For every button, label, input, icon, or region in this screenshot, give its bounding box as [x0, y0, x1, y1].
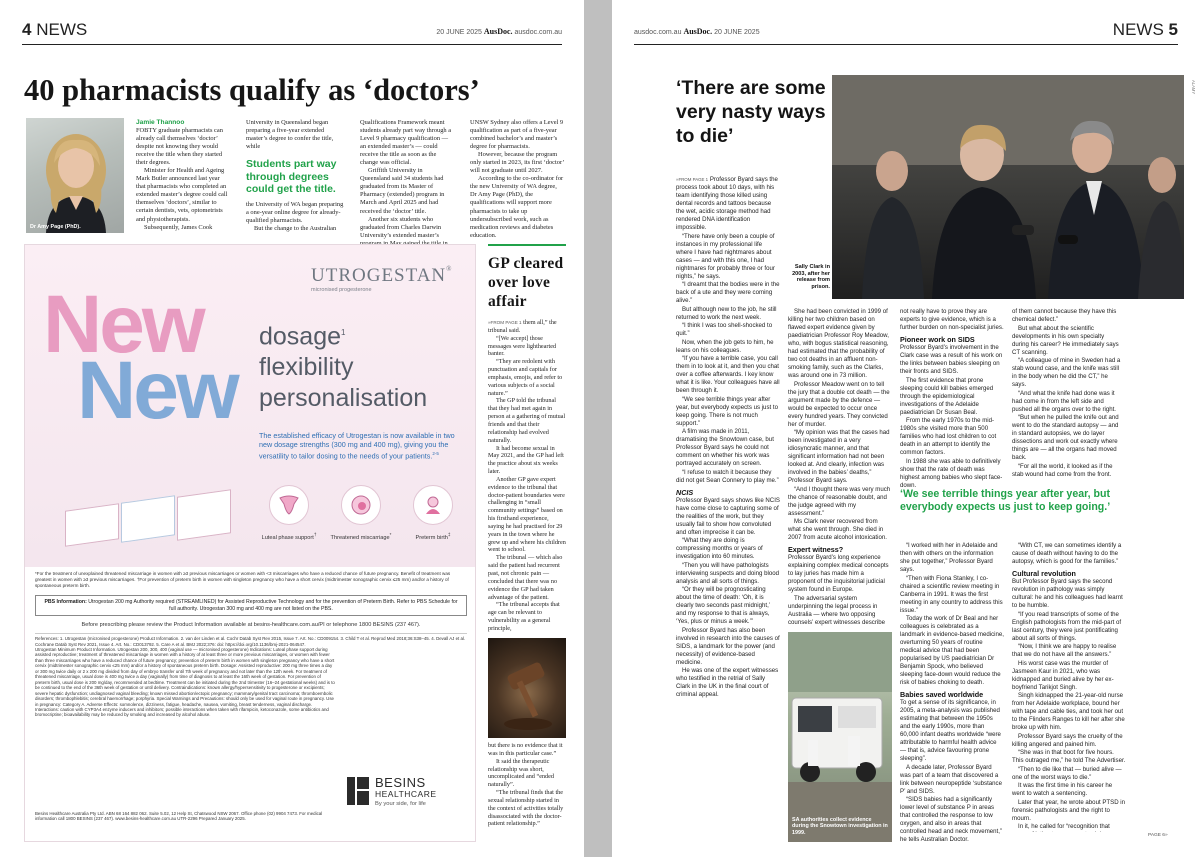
paragraph: “I worked with her in Adelaide and then with others on the information she put together,” Professor Byard says. — [900, 542, 998, 573]
paragraph: A film was made in 2011, dramatising the Snowtown case, but Professor Byard says he could not comment on whether his work was portrayed accurately on screen. — [676, 428, 774, 467]
paragraph: Professor Byard says shows like NCIS have come close to capturing some of the realities of the work, but they usually fail to show how convoluted and often imprecise it can be. — [676, 496, 780, 536]
right-col2 — [788, 308, 892, 626]
gp-body-top — [488, 319, 566, 633]
paragraph: “Then you will have pathologists interviewing suspects and doing blood analysis and all sorts of things. — [676, 561, 779, 585]
left-article-col2 — [246, 119, 344, 233]
besins-name-2: HEALTHCARE — [375, 788, 437, 799]
paragraph: Minister for Health and Ageing Mark Butler announced last year that pharmacists who completed an extended master’s degree could call themselves ‘doctors’, similar to certain dentists, vets, optometrists and physiotherapists. — [136, 167, 228, 223]
pack-200 — [65, 503, 119, 547]
icon-label-text: Luteal phase support — [261, 534, 314, 541]
paragraph: However, because the program only started in 2023, its first ‘doctor’ will not graduate until 2027. — [470, 151, 565, 175]
paragraph: The adversarial system underpinning the legal process in Australia — where two opposing counsels’ expert witnesses describe — [788, 594, 885, 626]
left-page-number: 4 — [22, 20, 32, 39]
pull-quote: Students part way through degrees could get the title. — [246, 158, 337, 196]
right-section-label: NEWS — [1112, 20, 1164, 39]
paragraph: the University of WA began preparing a one-year online degree for already-qualified pharmacists. — [246, 200, 344, 224]
left-site[interactable]: ausdoc.com.au — [514, 29, 562, 36]
baby-glyph — [420, 492, 446, 518]
paragraph: Professor Byard’s long experience explaining complex medical concepts to lay juries has made him a proponent of the inquisitorial judicial system found in Europe. — [788, 554, 889, 593]
right-col4 — [1012, 308, 1122, 476]
expert-witness-subhead: Expert witness? — [788, 545, 844, 554]
byline: Jamie Thannoo — [136, 119, 185, 126]
pbs-text: Utrogestan 200 mg Authority required (STREAMLINED) for Assisted Reproductive Technology and for the prevention of Preterm Birth. Refer to PBS Schedule for full authority. Utrogestan 300 mg and 400 mg are not listed on the PBS. — [88, 599, 458, 612]
right-from-page: »FROM PAGE 1 — [676, 177, 709, 182]
van-scene-illustration — [788, 632, 892, 842]
uterus-glyph — [276, 492, 302, 518]
ad-sponsor-info: Besins Healthcare Australia Pty Ltd. ABN 68 164 882 062. Suite 5.02, 12 Help St, Chatswood NSW 2067. Office phone (02) 9904 7473. For medical information call 1800 BESINS (237 467). www.besins-healthcare.com.au UTR-2296 Prepared January 2025. — [35, 811, 323, 822]
paragraph: “I think I was too shell-shocked to quit.” — [676, 322, 773, 337]
besins-name: BESINS — [375, 774, 426, 790]
crowd-illustration — [832, 75, 1184, 299]
paragraph: “And what the knife had done was it had come in from the left side and pushed all the organs over to the right. — [1012, 389, 1116, 413]
right-page-marker — [1113, 20, 1178, 40]
ad-tag1-text: dosage — [259, 322, 342, 351]
paragraph: It said the therapeutic relationship was short, uncomplicated and “ended naturally”. — [488, 757, 554, 789]
right-col4-lower — [1012, 542, 1126, 832]
right-headline: ‘There are some very nasty ways to die’ — [676, 77, 826, 147]
paragraph: “If you have a terrible case, you call them in to look at it, and then you chat over a coffee afterwards. I key know what it is like. Your colleagues have all been through it. — [676, 355, 780, 394]
gavel-icon — [488, 638, 566, 738]
paragraph: “Or they will be prognosticating about the time of death: ‘Oh, it is clearly two seconds past midnight,’ and my response to that is always, ‘Yes, plus or minus a week.’” — [676, 586, 770, 625]
paragraph: “Then with Fiona Stanley, I co-chaired a scientific review meeting in Canberra in 1991. It was the first meeting in any country to address this issue.” — [900, 574, 1003, 614]
ad-taglines — [259, 317, 427, 414]
luteal-phase-icon — [269, 485, 309, 525]
photo-credit: ALAMY — [1191, 80, 1196, 95]
paragraph: But Professor Byard says the second revolution in pathology was simply cultural: he and his colleagues had learnt to be humble. — [1012, 578, 1123, 609]
paragraph: To get a sense of its significance, in 2005, a meta-analysis was published estimating that between the 1950s and the early 1990s, more than 60,000 infant deaths worldwide “were attributable to harmful health advice — that is, advice favouring prone sleeping”. — [900, 699, 1001, 762]
ncis-subhead: NCIS — [676, 487, 694, 497]
ad-brand-reg: ® — [446, 265, 453, 273]
left-article-col1 — [136, 119, 228, 232]
paragraph: “They are redolent with punctuation and capitals for emphasis, emojis, and refer to various subjects of a social nature.” — [488, 358, 563, 397]
left-page — [0, 0, 584, 857]
paragraph: In it, he called for “recognition that — [1018, 823, 1110, 830]
left-headline: 40 pharmacists qualify as ‘doctors’ — [24, 73, 480, 107]
left-section-label: NEWS — [36, 20, 88, 39]
ad-brand-sub: micronised progesterone — [311, 287, 372, 293]
paragraph: them all,” the tribunal said. — [488, 319, 557, 334]
right-header-rule — [634, 44, 1178, 45]
snowtown-photo — [788, 632, 892, 842]
ad-tag-personalisation: personalisation — [259, 384, 428, 413]
ad-new-word-2: New — [77, 345, 237, 436]
paragraph: But the change to the Australian — [254, 224, 337, 232]
utrogestan-ad[interactable] — [24, 244, 476, 842]
paragraph: The tribunal — which also said the patient had recurrent past, not chronic pain — concluded that there was no evidence the GP had taken advantage of the patient. — [488, 554, 563, 601]
icon-label-sup: ‡ — [447, 532, 451, 537]
paragraph: “Then to die like that — buried alive — one of the worst ways to die.” — [1012, 765, 1122, 781]
paragraph: “She was in that boot for five hours. This outraged me,” he told The Advertiser. — [1012, 749, 1126, 764]
paragraph: not really have to prove they are experts to give evidence, which is a further burden on non-specialist juries. — [900, 308, 1004, 331]
ad-desc-text: The established efficacy of Utrogestan is now available in two new dosage strengths (300 mg and 400 mg), giving you the versatility to tailor dosing to the needs of your patients. — [259, 431, 455, 461]
paragraph: “[We accept] those messages were lighthearted banter. — [488, 334, 557, 358]
paragraph: Professor Byard says the process took about 10 days, with his team identifying those killed using dental records and tattoos because the wet, acidic storage method had rendered DNA identification impossible. — [676, 176, 778, 231]
paragraph: His worst case was the murder of Jasmeen Kaur in 2021, who was kidnapped and buried alive by her ex-boyfriend Tarikjot Singh. — [1012, 659, 1114, 691]
paragraph: It had become sexual in May 2021, and the GP had left the practice about six weeks later. — [488, 444, 564, 476]
paragraph: Qualifications Framework meant students already part way through a Level 9 pharmacy qualification — an extended master’s — could receive the title as soon as the change was official. — [360, 119, 452, 167]
right-page — [612, 0, 1200, 857]
left-page-marker — [22, 20, 87, 40]
babies-saved-subhead: Babies saved worldwide — [900, 690, 984, 699]
paragraph: “If you read transcripts of some of the English pathologists from the mid-part of last century, they were just pontificating about all sorts of things. — [1012, 610, 1122, 642]
paragraph: Professor Byard’s involvement in the Clark case was a result of his work on the links between babies sleeping on their fronts and SIDS. — [900, 344, 1003, 375]
paragraph: The GP told the tribunal that they had met again in person at a gathering of mutual friends and that their relationship had evolved naturally. — [488, 397, 566, 444]
paragraph: From the early 1970s to the mid-1980s she visited more than 500 families who had lost children to cot death in an attempt to identify the common factors. — [900, 417, 997, 456]
paragraph: “We see terrible things year after year, but everybody expects us just to keep going. There is not much support.” — [676, 395, 778, 427]
besins-tagline: By your side, for life — [375, 800, 426, 807]
right-col3-lower — [900, 542, 1004, 842]
sally-clark-caption: Sally Clark in 2003, after her release from prison. — [792, 264, 830, 290]
gp-body-bottom — [488, 742, 566, 828]
ad-tag-flexibility: flexibility — [259, 353, 354, 382]
left-header-meta — [436, 27, 562, 36]
paragraph: UNSW Sydney also offers a Level 9 qualification as part of a five-year combined bachelor’s and master’s degree for pharmacists. — [470, 119, 564, 151]
ad-brand-text: UTROGESTAN — [311, 265, 447, 286]
paragraph: Professor Byard has also been involved in research into the causes of SIDS, a landmark for the power (and necessity) of evidence-based medicine. — [676, 626, 780, 666]
paragraph: “I dreamt that the bodies were in the back of a ute and they were coming alive.” — [676, 281, 780, 304]
ad-new-word-1: New — [43, 279, 203, 370]
paragraph: In 1988 she was able to definitively show that the rate of death was highest among babies who slept face-down. — [900, 457, 1003, 489]
ad-min-product-info: Utrogestan Minimum Product Information. Utrogestan 200, 300, 400 (vaginal use — micronised progesterone) Indications: Luteal phase support during assisted reproductive; treatment of threatened miscarriage in women with a history of at least three or more previous miscarriages, or women with fewer than three miscarriages who have a reduced chance of future pregnancy; prevention of preterm birth in women with singleton pregnancy who have a short cervix (midtrimester sonographic cervix ≤25 mm) and/or a history of spontaneous preterm birth. Dosage: Assisted reproductive: 200 mg three times a day or 300 mg twice daily or 2 x 200 mg divided from day of embryo transfer until 7th week of pregnancy and not later than the 12th week. For treatment of threatened miscarriage, usual dose is 400 mg twice a day (vaginally) from time of diagnosis to at least the 16th week of gestation. For prevention of preterm birth, usual dose is 200 mg/day, recommended at bedtime. Treatment can be initiated during the 2nd trimester (16–24 gestational weeks) and is to be continued to the end of the 36th week of gestation or until delivery. Contraindications: known allergy/hypersensitivity to progesterone or excipients; severe hepatic dysfunction; undiagnosed vaginal bleeding; known missed abortion/ectopic pregnancy; mammary/genital tract carcinoma; thromboembolic disorders; thrombophlebitis; cerebral haemorrhage; porphyria. Special Warnings and Precautions: should only be used for vaginal route in pregnancy. Use in pregnancy: Category A. Adverse Effects: somnolence, dizziness, fatigue, headache, nausea, vomiting, breast tenderness, vaginal discharge. Interactions: caution with CYP3A4 enzyme inducers and inhibitors; possible interactions when taken with rifampicin, ketoconazole, some antibiotics and bromocriptine; bioavailability may be reduced by smoking and increased by alcohol abuse. — [35, 647, 335, 718]
left-article-col4 — [470, 119, 564, 240]
ad-references: References: 1. Utrogestan (micronised progesterone) Product Information. 2. van der Linden et al. Cochr Datab Syst Rev 2015, Issue 7. Art. No.: CD009154. 3. Child T et al. Reprod Med 2018;36:S38–45. 4. Devall AJ et al. Cochrane Datab Syst Rev 2021, Issue 4. Art. No.: CD013792. 5. Care A et al. BMJ 2022;376: doi: https://doi.org/10.1136/bmj-2021-064547. — [35, 633, 467, 647]
icon-label-sup: † — [313, 532, 317, 537]
amy-page-photo — [26, 118, 124, 233]
pack-400 — [177, 489, 231, 541]
amy-page-caption: Dr Amy Page (PhD). — [30, 223, 81, 230]
paragraph: “But when he pulled the knife out and went to do the standard autopsy — and in standard autopsies, we do layer dissections and work out exactly where things are — all the organs had moved back. — [1012, 414, 1119, 461]
paragraph: Professor Meadow went on to tell the jury that a double cot death — the argument made by the defence — would be expected to occur once every hundred years. They convicted her of murder. — [788, 380, 890, 428]
left-header-rule — [22, 44, 562, 45]
paragraph: of them cannot because they have this chemical defect.” — [1012, 308, 1117, 323]
icon-label-sup: * — [389, 532, 392, 537]
paragraph: She had been convicted in 1999 of killing her two children based on flawed expert evidence given by paediatrician Professor Roy Meadow, who, with bogus statistical reasoning, had estimated that the probability of two cot deaths in an affluent non-smoking family, such as the Clarks, was around one in 73 million. — [788, 308, 889, 379]
pbs-title: PBS Information: — [44, 599, 87, 605]
ad-tag-dosage — [259, 317, 427, 352]
paragraph: “Now, I think we are happy to realise that we do not have all the answers.” — [1012, 643, 1117, 658]
right-col3 — [900, 308, 1004, 496]
left-article-col3 — [360, 119, 454, 256]
right-masthead: AusDoc. — [683, 27, 713, 36]
sids-subhead: Pioneer work on SIDS — [900, 335, 975, 344]
icon-label-text: Preterm birth — [415, 534, 448, 541]
paragraph: FOBTY graduate pharmacists can already call themselves ‘doctor’ despite not knowing they would receive the title when they started their degrees. — [136, 127, 223, 167]
icon-label-luteal — [259, 531, 319, 542]
pregnancy-glyph — [348, 492, 374, 518]
gp-green-rule — [488, 244, 566, 246]
pack-300 — [121, 495, 175, 543]
left-masthead: AusDoc. — [483, 27, 513, 36]
preterm-birth-icon — [413, 485, 453, 525]
paragraph: “The tribunal finds that the sexual relationship started in the context of activities totally disassociated with the doctor-patient relationship.” — [488, 789, 564, 828]
ad-icon-row — [259, 485, 467, 563]
paragraph: “And I thought there was very much the chance of reasonable doubt, and the judge agreed with my assessment.” — [788, 485, 891, 517]
ad-tag1-sup: 1 — [341, 328, 346, 337]
paragraph: But what about the scientific developments in his own specialty during his career? He immediately says CT scanning. — [1012, 324, 1119, 356]
paragraph: “There have only been a couple of instances in my professional life where I have had nightmares about cases — and with this one, I had nightmares for probably three or four nights,” he says. — [676, 232, 775, 280]
paragraph: “With CT, we can sometimes identify a cause of death without having to do the autopsy, which is good for the families.” — [1012, 542, 1122, 565]
paragraph: “What they are doing is compressing months or years of investigation into 60 minutes. — [676, 537, 763, 560]
gp-headline: GP cleared over love affair — [488, 255, 564, 310]
sally-clark-photo — [832, 75, 1184, 299]
right-page-number: 5 — [1168, 20, 1178, 39]
paragraph: But although new to the job, he still returned to work the next week. — [676, 305, 777, 321]
paragraph: but there is no evidence that it was in this particular case.” — [488, 742, 563, 757]
portrait-illustration — [26, 118, 124, 233]
paragraph: Another six students who graduated from Charles Darwin University’s extended master’s — [360, 215, 442, 239]
continued-page-link[interactable]: PAGE 6» — [1148, 833, 1168, 838]
gavel-photo — [488, 638, 566, 738]
paragraph: Now, when the job gets to him, he leans on his colleagues. — [676, 338, 774, 354]
paragraph: The first evidence that prone sleeping could kill babies emerged through the epidemiological investigations of the Adelaide paediatrician Dr Susan Beal. — [900, 376, 994, 416]
paragraph: “For all the world, it looked as if the stab wound had come from the front. — [1012, 462, 1113, 476]
cultural-revolution-subhead: Cultural revolution — [1012, 569, 1076, 578]
miscarriage-icon — [341, 485, 381, 525]
snowtown-caption: SA authorities collect evidence during the Snowtown investigation in 1999. — [792, 816, 888, 836]
pbs-box — [35, 595, 467, 616]
paragraph: A decade later, Professor Byard was part of a team that discovered a link between neuropeptide ‘substance P’ and SIDS. — [900, 763, 1002, 795]
gp-article — [488, 244, 566, 633]
paragraph: He was one of the expert witnesses who testified in the retrial of Sally Clark in the UK in the final court of criminal appeal. — [676, 667, 779, 698]
ad-footnote: *For the treatment of unexplained threatened miscarriage in women with ≥3 previous miscarriages or women with <3 miscarriages who have a reduced chance of future pregnancy. Benefit of treatment was greatest in women with ≥3 previous miscarriages. †For prevention of preterm birth in women with singleton pregnancy who have a short cervix (midtrimester sonographic cervix ≤25 mm) and/or a history of spontaneous preterm birth. — [35, 571, 451, 588]
right-header-meta — [634, 27, 760, 36]
besins-mark-icon — [347, 777, 369, 805]
paragraph: Ms Clark never recovered from what she went through. She died in 2007 from acute alcohol intoxication. — [788, 518, 887, 541]
paragraph: “A colleague of mine in Sweden had a stab wound case, and the knife was still in the body when he did the CT,” he says. — [1012, 357, 1121, 388]
paragraph: Later that year, he wrote about PTSD in forensic pathologists and the right to mourn. — [1012, 798, 1126, 822]
gp-from-page: »FROM PAGE 1 — [488, 320, 522, 325]
right-header — [612, 20, 1200, 44]
paragraph: Singh kidnapped the 21-year-old nurse from her Adelaide workplace, bound her with tape and cable ties, and took her out to the Flinders Ranges to kill her after she broke up with him. — [1012, 692, 1125, 731]
paragraph: Today the work of Dr Beal and her colleagues is celebrated as a landmark in evidence-based medicine, overturning 50 years of routine medical advice that had been popularised by US paediatrician Dr Benjamin Spock, who believed sleeping face-down would reduce the risk of babies choking to death. — [900, 615, 1004, 686]
paragraph: Griffith University in Queensland said 34 students had graduated from its Master of Pharmacy (extended) program in March and April 2025 and had received the ‘doctor’ title. — [360, 167, 445, 215]
ad-desc-sup: 2-5 — [432, 451, 439, 456]
left-header — [0, 20, 584, 44]
paragraph: University in Queensland began preparing a five-year extended master’s degree to confer the title, while — [246, 119, 334, 151]
paragraph: Professor Byard says the cruelty of the killing angered and pained him. — [1012, 732, 1123, 748]
right-date: 20 JUNE 2025 — [714, 29, 760, 36]
ad-brand — [311, 265, 452, 287]
icon-label-miscarriage — [325, 531, 397, 542]
icon-label-text: Threatened miscarriage — [330, 534, 390, 541]
besins-logo — [347, 759, 467, 823]
paragraph: “SIDS babies had a significantly lower level of substance P in areas that controlled the response to low oxygen, and also in areas that controlled head and neck movement,” he tells Australian Doctor. — [900, 796, 1002, 842]
ad-desc — [259, 431, 459, 460]
right-col1 — [676, 176, 780, 842]
right-site[interactable]: ausdoc.com.au — [634, 29, 682, 36]
ad-prescribe-note: Before prescribing please review the Product Information available at besins-healthcare.com.au/PI or telephone 1800 BESINS (237 467). — [81, 622, 421, 628]
left-date: 20 JUNE 2025 — [436, 29, 482, 36]
product-packs — [65, 493, 235, 549]
paragraph: Subsequently, James Cook — [144, 223, 213, 231]
paragraph: It was the first time in his career he went to watch a sentencing. — [1012, 782, 1113, 797]
paragraph: Another GP gave expert evidence to the tribunal that doctor-patient boundaries were challenging in “small community settings” based on his firsthand experience, saying he had practised for 29 years in the town where he grew up and where his children went to school. — [488, 475, 566, 554]
paragraph: “The tribunal accepts that age can be relevant to vulnerability as a general principle, — [488, 601, 560, 632]
paragraph: “I refuse to watch it because they did not get Sean Connery to play me.” — [676, 468, 779, 484]
paragraph: “My opinion was that the cases had been investigated in a very idiosyncratic manner, and that significant information had not been looked at. And clearly, infection was involved in the babies’ deaths,” Professor Byard says. — [788, 429, 890, 484]
paragraph: According to the co-ordinator for the new University of WA degree, Dr Amy Page (PhD), the qualifications will support more pharmacists to take up undersubscribed work, such as medication reviews and diabetes education. — [470, 175, 564, 239]
icon-label-preterm — [403, 531, 463, 542]
right-pull-quote: ‘We see terrible things year after year, but everybody expects us just to keep going.’ — [900, 488, 1111, 513]
